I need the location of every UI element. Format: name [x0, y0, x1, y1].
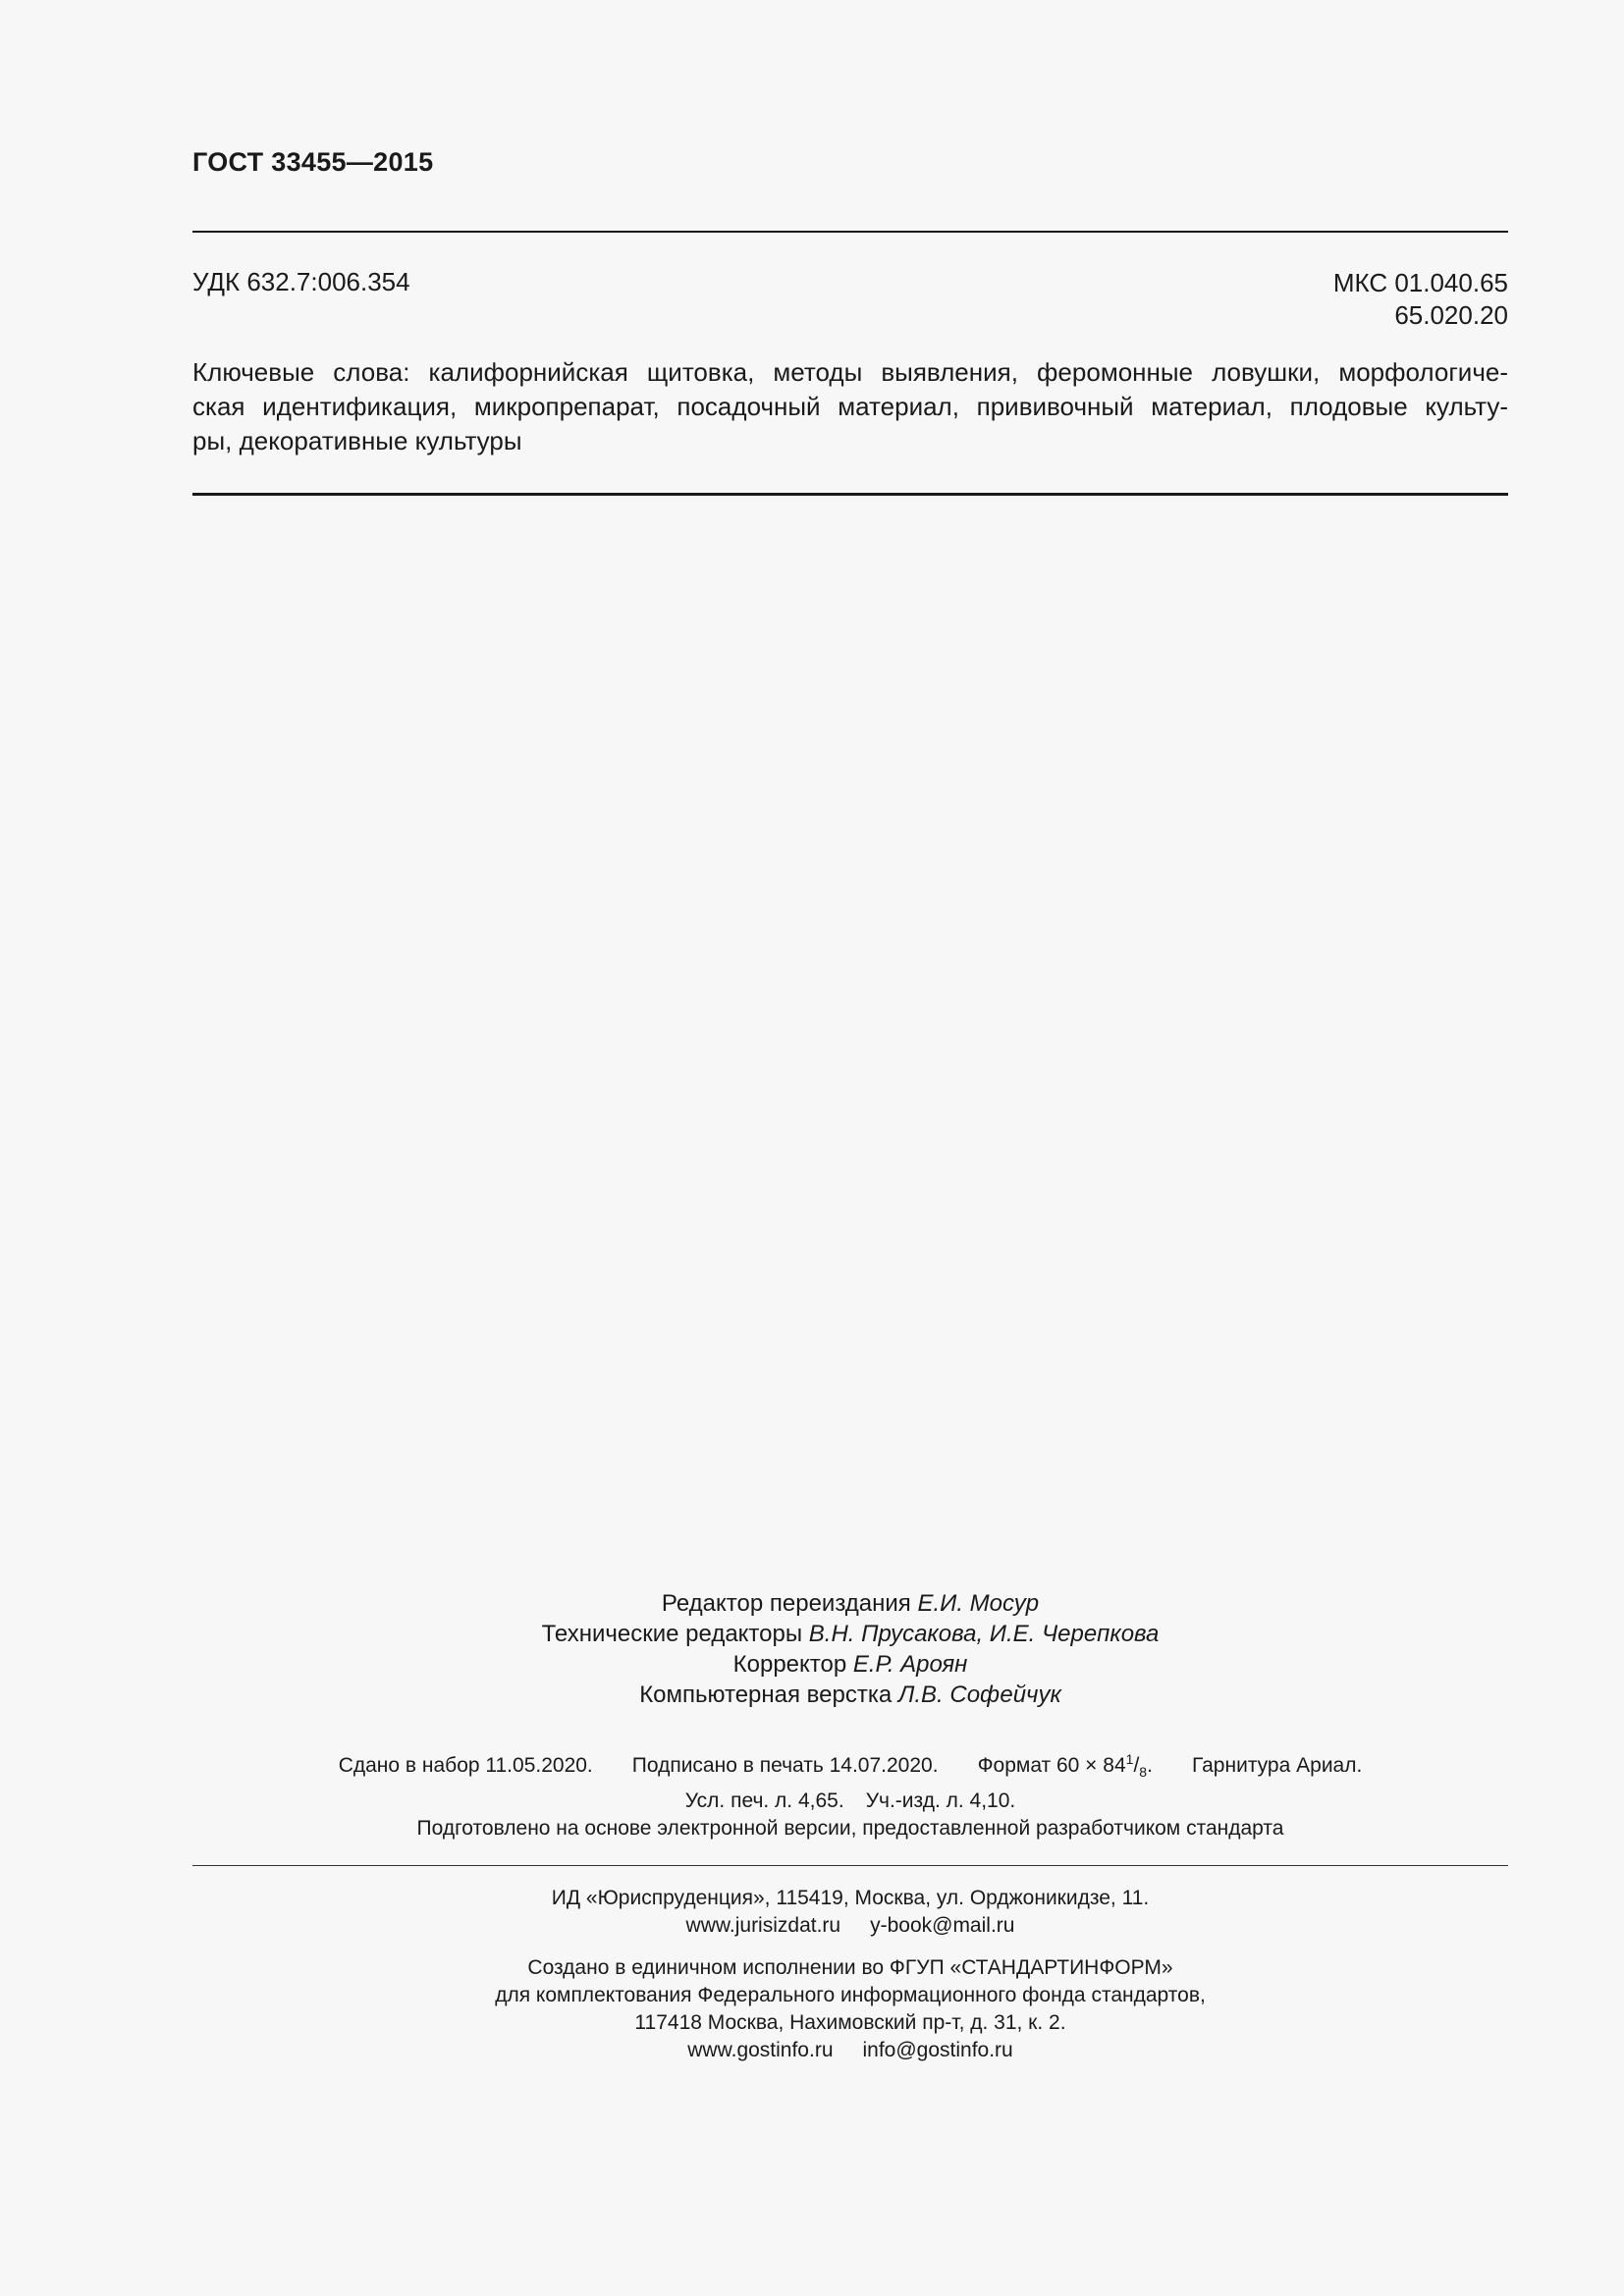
paper-format: Формат $60 \times 84^1/_8$.	[977, 1751, 1153, 1781]
keywords-bottom-rule	[192, 493, 1508, 496]
mks-codes	[1333, 267, 1508, 332]
editorial-credits	[192, 1588, 1508, 1710]
publisher-email: y-book@mail.ru	[870, 1914, 1015, 1937]
prepared-note: Подготовлено на основе электронной версии, предоставленной разработчиком стандарта	[416, 1817, 1284, 1840]
tech-editors-credit	[192, 1619, 1508, 1649]
created-contacts	[192, 2037, 1508, 2064]
created-line: для комплектования Федерального информационного фонда стандартов,	[495, 1984, 1206, 2006]
standard-number-header: ГОСТ 33455—2015	[192, 147, 434, 177]
publisher-contacts	[192, 1912, 1508, 1940]
udk-code: УДК 632.7:006.354	[192, 267, 410, 296]
uch-izd-sheets: Уч.-изд. л. 4,10.	[865, 1789, 1016, 1813]
print-info-line2	[192, 1787, 1508, 1815]
imprint-rule	[192, 1865, 1508, 1866]
editor-credit	[192, 1588, 1508, 1619]
tech-editors-names: В.Н. Прусакова, И.Е. Черепкова	[808, 1621, 1160, 1647]
mks-code-line1: МКС 01.040.65	[1332, 268, 1508, 297]
mks-code-line2: 65.020.20	[1394, 300, 1508, 330]
print-info	[192, 1745, 1508, 1815]
top-rule	[192, 231, 1508, 233]
layout-name: Л.В. Софейчук	[897, 1682, 1061, 1708]
keywords-line: Ключевые слова: калифорнийская щитовка, методы выявления, феромонные ловушки, морфологиче-	[192, 357, 1508, 387]
keywords-block	[192, 355, 1508, 458]
created-line: 117418 Москва, Нахимовский пр-т, д. 31, к. 2.	[634, 2011, 1066, 2034]
keywords-line: ры, декоративные культуры	[192, 426, 522, 455]
gostinfo-website: www.gostinfo.ru	[687, 2039, 834, 2061]
gostinfo-email: info@gostinfo.ru	[862, 2039, 1013, 2061]
print-info-line1	[192, 1745, 1508, 1787]
publisher-info	[192, 1885, 1508, 1940]
corrector-credit	[192, 1649, 1508, 1680]
publisher-address: ИД «Юриспруденция», 115419, Москва, ул. Орджоникидзе, 11.	[551, 1887, 1150, 1909]
editor-label: Редактор переиздания	[661, 1590, 911, 1617]
tech-editors-label: Технические редакторы	[541, 1621, 803, 1647]
signed-date: Подписано в печать 14.07.2020.	[631, 1754, 939, 1777]
editor-name: Е.И. Мосур	[917, 1590, 1040, 1617]
layout-label: Компьютерная верстка	[639, 1682, 893, 1708]
keywords-line: ская идентификация, микропрепарат, посадочный материал, прививочный материал, плодовые культу-	[192, 392, 1508, 421]
corrector-label: Корректор	[732, 1651, 847, 1678]
layout-credit	[192, 1680, 1508, 1710]
typeset-date: Сдано в набор 11.05.2020.	[338, 1754, 593, 1777]
usl-pech-sheets: Усл. печ. л. 4,65.	[684, 1789, 844, 1813]
document-page	[192, 0, 1508, 2296]
typeface: Гарнитура Ариал.	[1191, 1754, 1363, 1777]
created-line: Создано в единичном исполнении во ФГУП «СТАНДАРТИНФОРМ»	[527, 1956, 1173, 1979]
corrector-name: Е.Р. Ароян	[852, 1651, 968, 1678]
publisher-website: www.jurisizdat.ru	[685, 1914, 841, 1937]
created-info	[192, 1954, 1508, 2064]
